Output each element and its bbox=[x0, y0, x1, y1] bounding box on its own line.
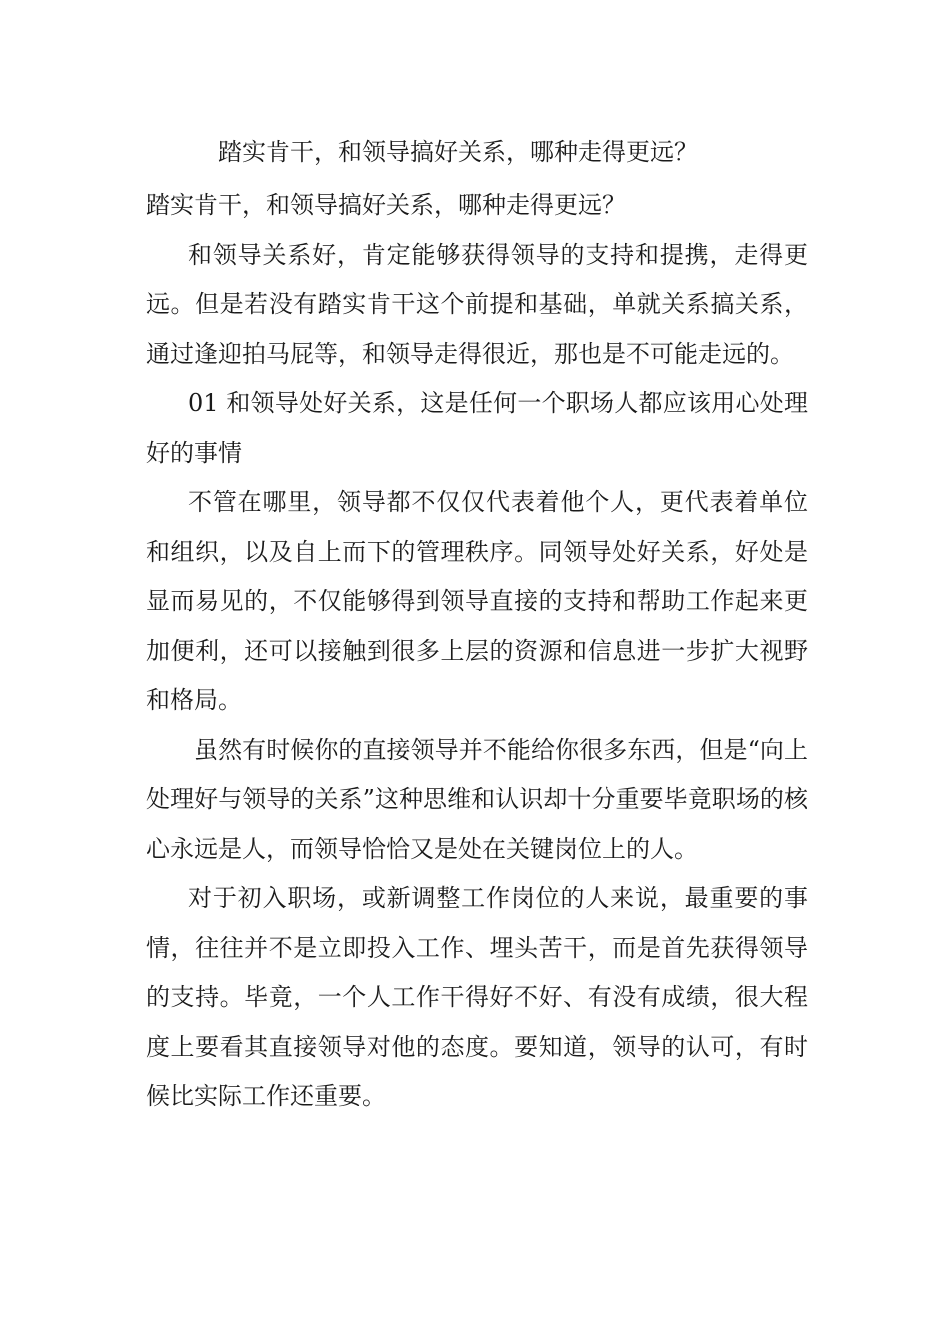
body-paragraph: 和领导关系好，肯定能够获得领导的支持和提携，走得更远。但是若没有踏实肯干这个前提和基础，单就关系搞关系，通过逢迎拍马屁等，和领导走得很近，那也是不可能走远的。 bbox=[146, 240, 808, 368]
document-body bbox=[146, 181, 808, 1122]
document-title: 踏实肯干，和领导搞好关系，哪种走得更远？ bbox=[218, 138, 698, 166]
body-paragraph: 不管在哪里，领导都不仅仅代表着他个人，更代表着单位和组织，以及自上而下的管理秩序。同领导处好关系，好处是显而易见的，不仅能够得到领导直接的支持和帮助工作起来更加便利，还可以接触到很多上层的资源和信息进一步扩大视野和格局。 bbox=[146, 488, 808, 714]
section-heading: 01 和领导处好关系，这是任何一个职场人都应该用心处理好的事情 bbox=[146, 389, 808, 467]
body-paragraph: 对于初入职场，或新调整工作岗位的人来说，最重要的事情，往往并不是立即投入工作、埋头苦干，而是首先获得领导的支持。毕竟，一个人工作干得好不好、有没有成绩，很大程度上要看其直接领导对他的态度。要知道，领导的认可，有时候比实际工作还重要。 bbox=[146, 884, 808, 1110]
body-paragraph: 虽然有时候你的直接领导并不能给你很多东西，但是“向上处理好与领导的关系”这种思维和认识却十分重要毕竟职场的核心永远是人，而领导恰恰又是处在关键岗位上的人。 bbox=[146, 735, 808, 863]
subtitle-paragraph: 踏实肯干，和领导搞好关系，哪种走得更远？ bbox=[146, 191, 626, 219]
